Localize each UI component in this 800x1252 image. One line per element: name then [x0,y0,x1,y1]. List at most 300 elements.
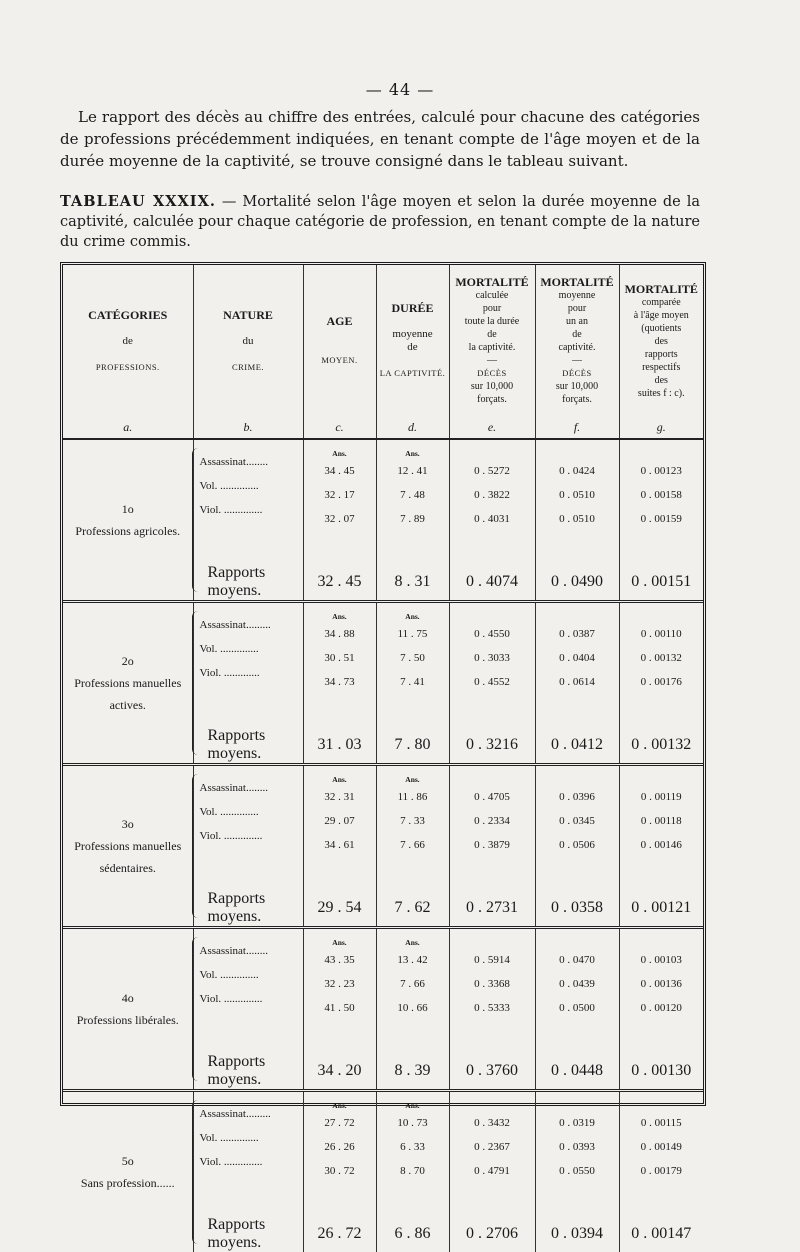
crime-label: Assassinat........ [194,776,303,800]
value-cell-f [535,928,619,1091]
value-e: 0 . 4550 [450,622,535,646]
ans-label: Ans. [377,1101,449,1111]
crime-nature-cell [193,928,303,1091]
value-f: 0 . 0439 [536,972,619,996]
header-g-line7: respectifs [622,361,702,374]
col-letter-g: g. [619,417,703,439]
col-letter-f: f. [535,417,619,439]
header-f-line4: un an [538,315,617,328]
value-list [536,1101,619,1225]
value-duree: 7 . 89 [377,507,449,531]
value-f: 0 . 0393 [536,1135,619,1159]
moyen-value-g: 0 . 00147 [620,1225,704,1243]
value-age: 32 . 07 [304,507,376,531]
header-f-line3: pour [538,302,617,315]
moyen-value-e: 0 . 3760 [450,1062,535,1080]
ans-label [536,938,619,948]
value-list [450,449,535,573]
value-list [377,1101,449,1225]
crime-label: Viol. ............. [194,661,303,685]
header-e-line9: sur 10,000 [452,380,533,393]
moyen-value-duree: 8 . 39 [377,1062,449,1080]
header-d-line3: de [379,341,447,354]
value-age: 32 . 17 [304,483,376,507]
header-g-line9: suites f : c). [622,387,702,400]
value-f: 0 . 0424 [536,459,619,483]
header-c-line1: AGE [306,315,374,328]
value-e: 0 . 3822 [450,483,535,507]
table-caption [60,192,700,252]
brace-mark [192,448,198,592]
ans-label: Ans. [377,449,449,459]
value-duree: 11 . 75 [377,622,449,646]
value-f: 0 . 0345 [536,809,619,833]
value-g: 0 . 00110 [620,622,704,646]
value-g: 0 . 00118 [620,809,704,833]
value-cell-age [303,602,376,765]
value-f: 0 . 0404 [536,646,619,670]
value-f: 0 . 0614 [536,670,619,694]
moyen-value-e: 0 . 3216 [450,736,535,754]
value-duree: 6 . 33 [377,1135,449,1159]
col-letter-a: a. [63,417,193,439]
header-f-line10: forçats. [538,393,617,406]
value-g: 0 . 00159 [620,507,704,531]
category-group-row [63,602,703,765]
rapports-moyens-label: Rapports moyens. [194,564,303,600]
value-f: 0 . 0319 [536,1111,619,1135]
header-e-line3: pour [452,302,533,315]
crime-label: Vol. .............. [194,963,303,987]
ans-label [536,775,619,785]
value-list [620,775,704,899]
header-e-line8: DÉCÈS [452,367,533,380]
mortality-table [63,265,703,1252]
category-cell [63,765,193,928]
value-duree: 12 . 41 [377,459,449,483]
crime-label: Viol. .............. [194,824,303,848]
value-cell-g [619,1091,703,1252]
value-list [377,612,449,736]
value-cell-g [619,765,703,928]
value-g: 0 . 00136 [620,972,704,996]
category-group-row [63,439,703,602]
crime-label: Viol. .............. [194,1150,303,1174]
category-name: Sans profession...... [81,1176,175,1190]
col-letter-b: b. [193,417,303,439]
value-cell-age [303,1091,376,1252]
value-g: 0 . 00123 [620,459,704,483]
category-name: Professions agricoles. [75,524,180,538]
col-letter-d: d. [376,417,449,439]
value-e: 0 . 3879 [450,833,535,857]
category-group-row [63,928,703,1091]
value-cell-f [535,765,619,928]
moyen-value-f: 0 . 0490 [536,573,619,591]
value-cell-f [535,1091,619,1252]
value-list [377,938,449,1062]
crime-list [194,603,303,727]
value-f: 0 . 0506 [536,833,619,857]
value-list [377,775,449,899]
header-g-line2: comparée [622,296,702,309]
value-cell-e [449,439,535,602]
brace-mark [192,937,198,1081]
value-age: 32 . 23 [304,972,376,996]
value-duree: 13 . 42 [377,948,449,972]
value-duree: 7 . 66 [377,972,449,996]
category-number: 5o [66,1150,190,1172]
header-e-line7: — [452,354,533,367]
crime-list [194,766,303,890]
value-f: 0 . 0550 [536,1159,619,1183]
value-g: 0 . 00103 [620,948,704,972]
value-list [377,449,449,573]
value-e: 0 . 2334 [450,809,535,833]
ans-label [536,1101,619,1111]
moyen-value-duree: 7 . 80 [377,736,449,754]
category-number: 2o [66,650,190,672]
ans-label: Ans. [377,612,449,622]
value-cell-f [535,602,619,765]
header-b-line1: NATURE [196,309,301,322]
value-e: 0 . 5914 [450,948,535,972]
moyen-value-age: 31 . 03 [304,736,376,754]
crime-label: Assassinat........ [194,939,303,963]
header-d-line4: LA CAPTIVITÉ. [379,367,447,380]
value-duree: 7 . 33 [377,809,449,833]
header-g-line4: (quotients [622,322,702,335]
value-age: 34 . 88 [304,622,376,646]
rapports-moyens-label: Rapports moyens. [194,890,303,926]
value-age: 29 . 07 [304,809,376,833]
header-duree [376,265,449,417]
header-nature [193,265,303,417]
header-g-line6: rapports [622,348,702,361]
column-letter-row [63,417,703,439]
value-list [450,1101,535,1225]
value-cell-age [303,439,376,602]
value-f: 0 . 0510 [536,507,619,531]
value-g: 0 . 00158 [620,483,704,507]
ans-label: Ans. [304,938,376,948]
brace-mark [192,611,198,755]
moyen-value-age: 26 . 72 [304,1225,376,1243]
value-g: 0 . 00120 [620,996,704,1020]
header-e-line5: de [452,328,533,341]
value-e: 0 . 5333 [450,996,535,1020]
category-group-row [63,765,703,928]
crime-nature-cell [193,602,303,765]
value-e: 0 . 4705 [450,785,535,809]
header-mortalite-comparee [619,265,703,417]
crime-label: Vol. .............. [194,474,303,498]
moyen-value-f: 0 . 0412 [536,736,619,754]
crime-list [194,929,303,1053]
value-e: 0 . 5272 [450,459,535,483]
value-list [450,775,535,899]
header-row [63,265,703,417]
value-age: 30 . 72 [304,1159,376,1183]
value-age: 34 . 45 [304,459,376,483]
value-e: 0 . 3432 [450,1111,535,1135]
moyen-value-e: 0 . 2706 [450,1225,535,1243]
value-list [536,612,619,736]
ans-label: Ans. [377,938,449,948]
ans-label: Ans. [304,449,376,459]
value-list [304,449,376,573]
header-f-line2: moyenne [538,289,617,302]
value-age: 26 . 26 [304,1135,376,1159]
crime-label: Vol. .............. [194,800,303,824]
header-f-line5: de [538,328,617,341]
category-name: Professions manuelles sédentaires. [74,839,181,875]
header-f-line7: — [538,354,617,367]
value-cell-age [303,765,376,928]
category-cell [63,439,193,602]
value-e: 0 . 4791 [450,1159,535,1183]
value-g: 0 . 00146 [620,833,704,857]
crime-list [194,1092,303,1216]
header-e-line1: MORTALITÉ [452,276,533,289]
ans-label: Ans. [377,775,449,785]
crime-label: Vol. .............. [194,637,303,661]
value-age: 43 . 35 [304,948,376,972]
header-b-line2: du [196,335,301,348]
intro-paragraph [60,106,700,172]
moyen-value-f: 0 . 0394 [536,1225,619,1243]
moyen-value-g: 0 . 00132 [620,736,704,754]
moyen-value-e: 0 . 2731 [450,899,535,917]
intro-text: Le rapport des décès au chiffre des entrées, calculé pour chacune des catégories de professions précédemment indiquées, en tenant compte de l'âge moyen et de la durée moyenne de la captivité, se trouve consigné dans le tableau suivant. [60,106,700,172]
value-e: 0 . 4031 [450,507,535,531]
crime-label: Assassinat........ [194,450,303,474]
rapports-moyens-label: Rapports moyens. [194,1053,303,1089]
crime-label: Vol. .............. [194,1126,303,1150]
crime-nature-cell [193,1091,303,1252]
ans-label [450,775,535,785]
crime-label: Assassinat......... [194,613,303,637]
category-cell [63,602,193,765]
category-number: 3o [66,813,190,835]
value-cell-e [449,765,535,928]
value-duree: 7 . 50 [377,646,449,670]
brace-mark [192,774,198,918]
ans-label [450,938,535,948]
col-letter-c: c. [303,417,376,439]
moyen-value-e: 0 . 4074 [450,573,535,591]
value-f: 0 . 0387 [536,622,619,646]
rapports-moyens-label: Rapports moyens. [194,727,303,763]
header-e-line4: toute la durée [452,315,533,328]
value-age: 32 . 31 [304,785,376,809]
crime-nature-cell [193,765,303,928]
value-list [450,938,535,1062]
ans-label [620,449,704,459]
value-duree: 10 . 73 [377,1111,449,1135]
value-e: 0 . 2367 [450,1135,535,1159]
moyen-value-g: 0 . 00130 [620,1062,704,1080]
value-g: 0 . 00132 [620,646,704,670]
header-g-line1: MORTALITÉ [622,283,702,296]
header-d-line1: DURÉE [379,302,447,315]
value-cell-f [535,439,619,602]
value-list [536,938,619,1062]
value-age: 30 . 51 [304,646,376,670]
header-a-line1: CATÉGORIES [65,309,191,322]
value-duree: 10 . 66 [377,996,449,1020]
ans-label [536,612,619,622]
header-e-line2: calculée [452,289,533,302]
value-g: 0 . 00176 [620,670,704,694]
header-f-line9: sur 10,000 [538,380,617,393]
value-list [536,449,619,573]
moyen-value-age: 34 . 20 [304,1062,376,1080]
value-cell-e [449,1091,535,1252]
value-cell-duree [376,928,449,1091]
value-duree: 7 . 41 [377,670,449,694]
value-cell-g [619,602,703,765]
value-age: 34 . 73 [304,670,376,694]
header-g-line5: des [622,335,702,348]
category-group-row [63,1091,703,1252]
value-list [304,775,376,899]
header-mortalite-annuelle [535,265,619,417]
value-g: 0 . 00149 [620,1135,704,1159]
value-list [620,1101,704,1225]
ans-label [450,1101,535,1111]
header-c-line2: MOYEN. [306,354,374,367]
value-list [536,775,619,899]
value-g: 0 . 00119 [620,785,704,809]
value-list [304,938,376,1062]
value-cell-age [303,928,376,1091]
ans-label: Ans. [304,775,376,785]
moyen-value-age: 32 . 45 [304,573,376,591]
moyen-value-duree: 8 . 31 [377,573,449,591]
category-cell [63,1091,193,1252]
value-cell-g [619,439,703,602]
ans-label [620,938,704,948]
spacer [194,603,303,613]
moyen-value-age: 29 . 54 [304,899,376,917]
value-cell-duree [376,439,449,602]
value-cell-e [449,602,535,765]
category-number: 1o [66,498,190,520]
spacer [194,1092,303,1102]
table-caption-text: — Mortalité selon l'âge moyen et selon la durée moyenne de la captivité, calculée pour chaque catégorie de profession, en tenant compte de la nature du crime commis. [60,194,700,250]
moyen-value-duree: 7 . 62 [377,899,449,917]
header-e-line10: forçats. [452,393,533,406]
spacer [194,440,303,450]
moyen-value-duree: 6 . 86 [377,1225,449,1243]
moyen-value-f: 0 . 0358 [536,899,619,917]
mortality-table-frame [60,262,706,1106]
crime-label: Assassinat......... [194,1102,303,1126]
value-cell-duree [376,765,449,928]
value-g: 0 . 00179 [620,1159,704,1183]
rapports-moyens-label: Rapports moyens. [194,1216,303,1252]
header-a-line3: PROFESSIONS. [65,361,191,374]
value-e: 0 . 3368 [450,972,535,996]
value-cell-duree [376,602,449,765]
crime-list [194,440,303,564]
category-cell [63,928,193,1091]
value-f: 0 . 0500 [536,996,619,1020]
value-cell-duree [376,1091,449,1252]
header-g-line3: à l'âge moyen [622,309,702,322]
brace-mark [192,1100,198,1244]
value-list [450,612,535,736]
value-f: 0 . 0510 [536,483,619,507]
value-duree: 7 . 48 [377,483,449,507]
value-f: 0 . 0470 [536,948,619,972]
value-age: 27 . 72 [304,1111,376,1135]
header-f-line1: MORTALITÉ [538,276,617,289]
header-f-line8: DÉCÈS [538,367,617,380]
page-number: — 44 — [0,80,800,99]
ans-label: Ans. [304,612,376,622]
value-list [620,938,704,1062]
ans-label [450,612,535,622]
value-g: 0 . 00115 [620,1111,704,1135]
category-name: Professions libérales. [77,1013,179,1027]
spacer [194,929,303,939]
ans-label [620,1101,704,1111]
crime-nature-cell [193,439,303,602]
value-list [304,1101,376,1225]
moyen-value-g: 0 . 00121 [620,899,704,917]
value-e: 0 . 4552 [450,670,535,694]
header-e-line6: la captivité. [452,341,533,354]
header-d-line2: moyenne [379,328,447,341]
header-g-line8: des [622,374,702,387]
value-e: 0 . 3033 [450,646,535,670]
value-list [620,449,704,573]
header-b-line3: CRIME. [196,361,301,374]
ans-label: Ans. [304,1101,376,1111]
spacer [194,766,303,776]
value-list [304,612,376,736]
value-cell-e [449,928,535,1091]
moyen-value-f: 0 . 0448 [536,1062,619,1080]
value-age: 34 . 61 [304,833,376,857]
header-categories [63,265,193,417]
value-list [620,612,704,736]
category-number: 4o [66,987,190,1009]
header-age [303,265,376,417]
moyen-value-g: 0 . 00151 [620,573,704,591]
table-label: TABLEAU XXXIX. [60,193,216,210]
header-mortalite-totale [449,265,535,417]
value-duree: 7 . 66 [377,833,449,857]
category-name: Professions manuelles actives. [74,676,181,712]
ans-label [620,612,704,622]
ans-label [450,449,535,459]
crime-label: Viol. .............. [194,498,303,522]
value-cell-g [619,928,703,1091]
value-duree: 11 . 86 [377,785,449,809]
header-f-line6: captivité. [538,341,617,354]
col-letter-e: e. [449,417,535,439]
value-duree: 8 . 70 [377,1159,449,1183]
value-f: 0 . 0396 [536,785,619,809]
ans-label [620,775,704,785]
value-age: 41 . 50 [304,996,376,1020]
header-a-line2: de [65,335,191,348]
ans-label [536,449,619,459]
crime-label: Viol. .............. [194,987,303,1011]
